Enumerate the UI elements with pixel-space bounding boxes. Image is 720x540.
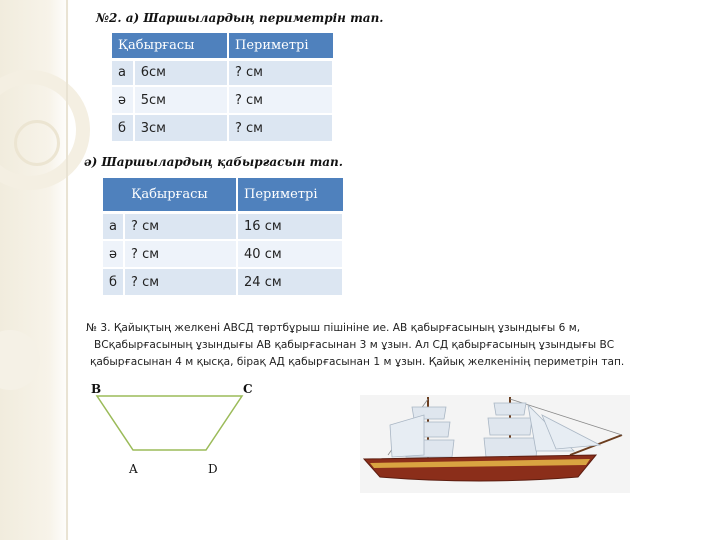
table-row [103,212,343,240]
perimeter-value: ? см [228,114,333,142]
vertex-a-label: A [129,462,138,476]
row-label: а [112,59,134,86]
task3-line: № 3. Қайықтың желкені АВСД төртбұрыш пішініне ие. АВ қабырғасының ұзындығы 6 м, [86,322,581,334]
row-label: а [103,212,124,240]
table-row [103,240,343,268]
vertical-divider [66,0,68,540]
row-label: б [112,114,134,142]
task3-line: қабырғасынан 4 м қысқа, бірақ АД қабырғасынан 1 м ұзын. Қайық желкенінің периметрін тап. [90,356,625,368]
ship-hull [364,455,596,481]
table-row [103,268,343,296]
table-row [112,86,333,114]
task3-line: ВСқабырғасының ұзындығы АВ қабырғасынан 3 м ұзын. Ал СД қабырғасының ұзындығы ВС [94,339,615,351]
row-label: б [103,268,124,296]
ship-image [360,395,630,493]
sail [484,438,538,457]
perimeter-value: 24 см [237,268,343,296]
table-a [112,33,334,143]
table-a-header-side: Қабырғасы [112,33,228,59]
row-label: ә [112,86,134,114]
task3-text [86,320,624,371]
table-b-header-side: Қабырғасы [103,178,237,212]
table-a-header-perimeter: Периметрі [228,33,333,59]
perimeter-value: 16 см [237,212,343,240]
vertex-d-label: D [208,462,218,476]
trapezoid-figure [88,388,268,468]
side-value: ? см [124,240,237,268]
decorative-ring [14,120,60,166]
side-value: 5см [134,86,228,114]
task2-heading-b: ә) Шаршылардың қабырғасын тап. [84,155,343,169]
side-value: ? см [124,268,237,296]
perimeter-value: ? см [228,59,333,86]
sail [488,418,532,435]
sailing-ship-illustration [360,395,630,493]
vertex-b-label: B [91,382,102,396]
task2-heading-a: №2. а) Шаршылардың периметрін тап. [96,11,384,25]
table-b-header-perimeter: Периметрі [237,178,343,212]
vertex-c-label: C [243,382,253,396]
sail [494,403,526,415]
side-value: 3см [134,114,228,142]
perimeter-value: 40 см [237,240,343,268]
spanker-sail [390,415,424,457]
perimeter-value: ? см [228,86,333,114]
row-label: ә [103,240,124,268]
table-row [112,114,333,142]
table-b [103,178,344,297]
side-value: 6см [134,59,228,86]
side-value: ? см [124,212,237,240]
trapezoid-abcd [97,396,242,450]
table-row [112,59,333,86]
